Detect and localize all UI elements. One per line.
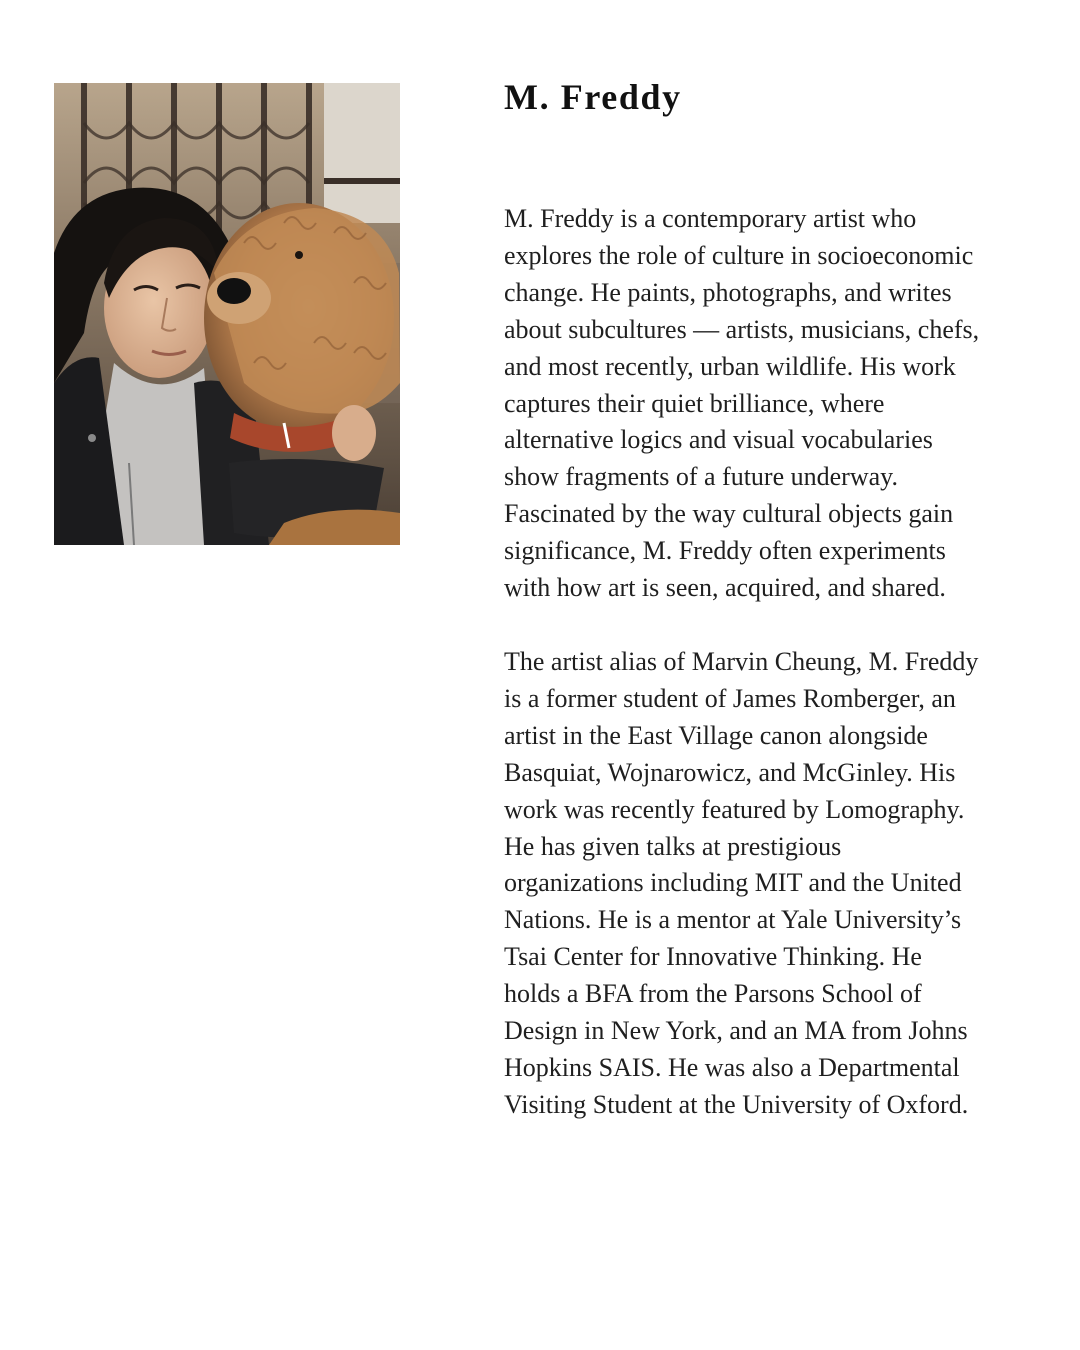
bio-line: Visiting Student at the University of Oxford. bbox=[504, 1089, 969, 1119]
bio-line: The artist alias of Marvin Cheung, M. Freddy bbox=[504, 646, 979, 676]
bio-line: Design in New York, and an MA from Johns bbox=[504, 1016, 968, 1046]
bio-line: Fascinated by the way cultural objects gain bbox=[504, 499, 954, 529]
artist-bio-section bbox=[504, 76, 1044, 1124]
bio-line: is a former student of James Romberger, an bbox=[504, 683, 956, 713]
bio-line: significance, M. Freddy often experiments bbox=[504, 536, 946, 566]
bio-line: organizations including MIT and the United bbox=[504, 868, 962, 898]
bio-line: holds a BFA from the Parsons School of bbox=[504, 979, 922, 1009]
bio-line: He has given talks at prestigious bbox=[504, 831, 842, 861]
bio-line: work was recently featured by Lomography. bbox=[504, 794, 965, 824]
bio-line: change. He paints, photographs, and writes bbox=[504, 277, 952, 307]
bio-line: Basquiat, Wojnarowicz, and McGinley. His bbox=[504, 757, 956, 787]
bio-line: and most recently, urban wildlife. His work bbox=[504, 351, 956, 381]
bio-line: captures their quiet brilliance, where bbox=[504, 388, 885, 418]
bio-line: artist in the East Village canon alongside bbox=[504, 720, 928, 750]
bio-line: show fragments of a future underway. bbox=[504, 462, 898, 492]
bio-paragraph-2 bbox=[504, 644, 1044, 1124]
bio-line: alternative logics and visual vocabularies bbox=[504, 425, 933, 455]
bio-line: with how art is seen, acquired, and shared. bbox=[504, 573, 946, 603]
bio-line: Tsai Center for Innovative Thinking. He bbox=[504, 942, 922, 972]
bio-line: explores the role of culture in socioeconomic bbox=[504, 240, 974, 270]
artist-portrait-photo bbox=[54, 83, 400, 545]
artist-name-heading: M. Freddy bbox=[504, 77, 682, 117]
bio-line: M. Freddy is a contemporary artist who bbox=[504, 204, 917, 233]
bio-line: Hopkins SAIS. He was also a Departmental bbox=[504, 1052, 960, 1082]
bio-line: about subcultures — artists, musicians, chefs, bbox=[504, 314, 980, 344]
bio-line: Nations. He is a mentor at Yale University’s bbox=[504, 905, 962, 935]
portrait-illustration bbox=[54, 83, 400, 545]
bio-paragraph-1 bbox=[504, 201, 1044, 607]
